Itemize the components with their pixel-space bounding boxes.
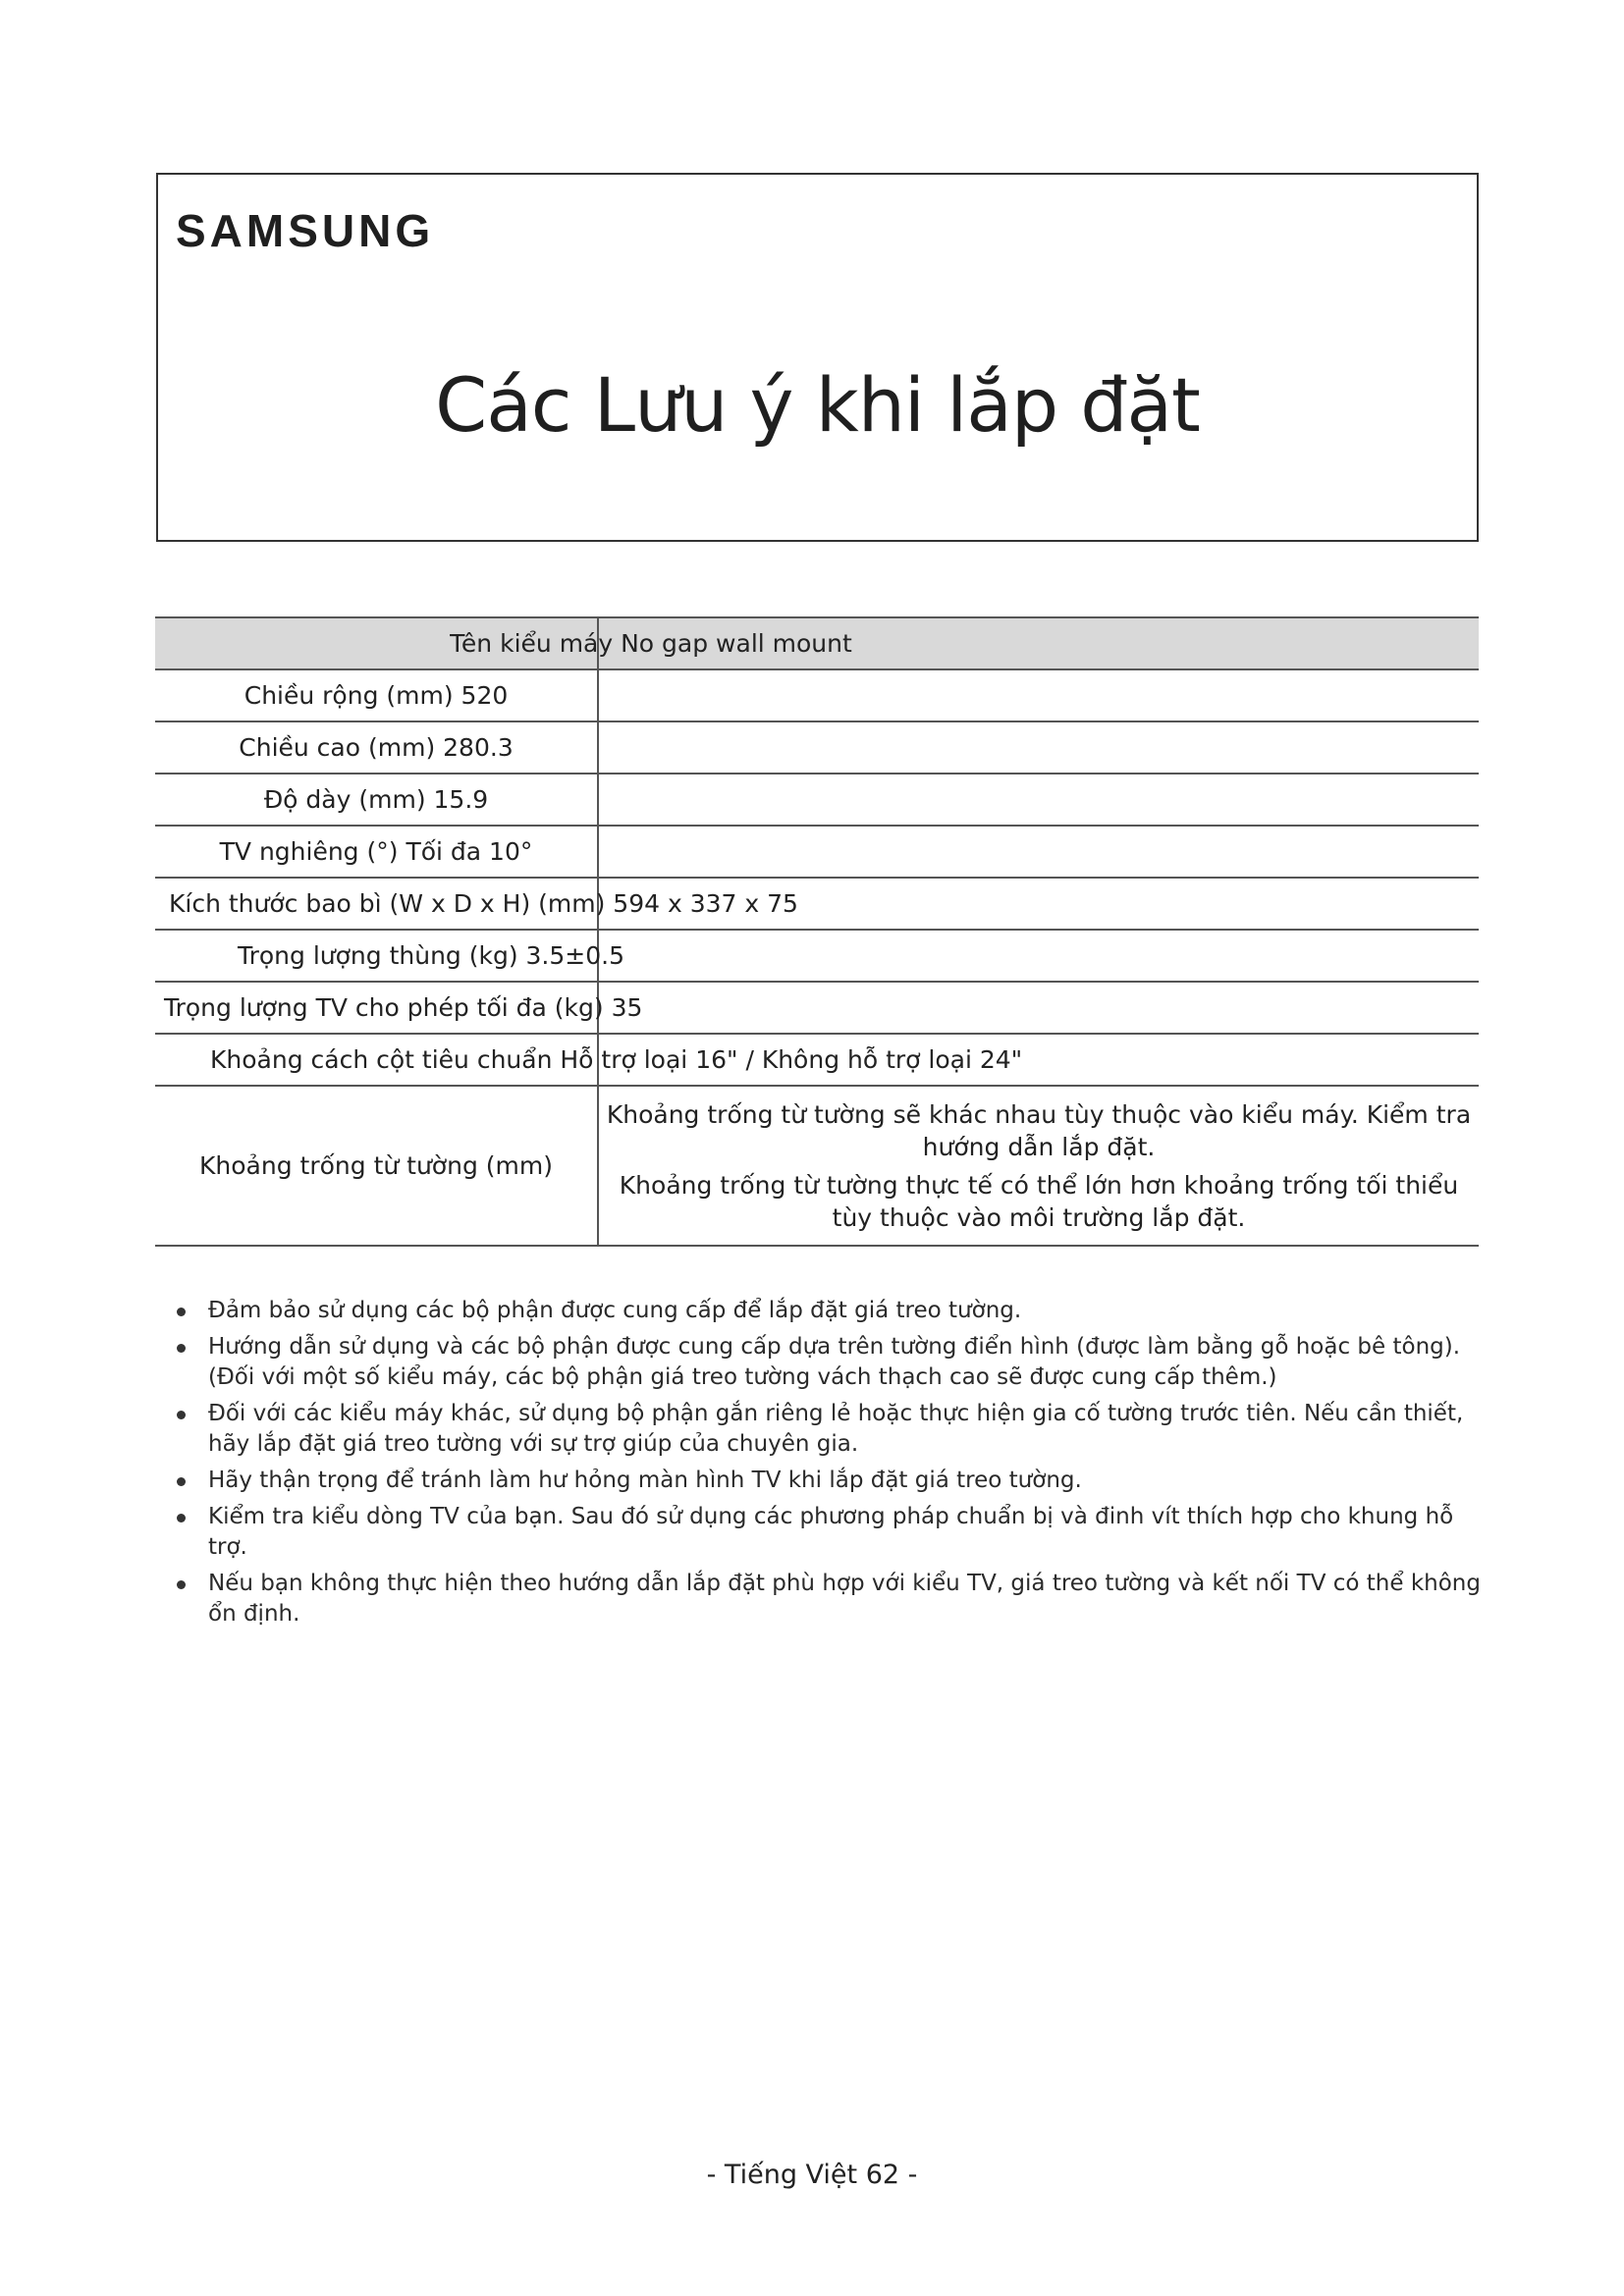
table-row [155,826,1479,878]
samsung-logo: SAMSUNG [176,205,435,256]
spec-table [155,616,1479,1247]
row-wall-clearance-label: Khoảng trống từ tường (mm) [199,1151,553,1180]
table-row [155,721,1479,774]
list-item: Đối với các kiểu máy khác, sử dụng bộ phận gắn riêng lẻ hoặc thực hiện gia cố tường trước tiên. Nếu cần thiết, hãy lắp đặt giá treo tường với sự trợ giúp của chuyên gia. [169,1399,1485,1460]
list-item: Kiểm tra kiểu dòng TV của bạn. Sau đó sử dụng các phương pháp chuẩn bị và đinh vít thích hợp cho khung hỗ trợ. [169,1502,1485,1563]
wall-clearance-note-2: Khoảng trống từ tường thực tế có thể lớn hơn khoảng trống tối thiểu tùy thuộc vào môi trường lắp đặt. [619,1170,1459,1232]
row-tilt: TV nghiêng (°) Tối đa 10° [219,837,533,866]
row-model-name: Tên kiểu máy No gap wall mount [450,629,852,658]
row-box-weight: Trọng lượng thùng (kg) 3.5±0.5 [238,941,624,970]
table-row [155,774,1479,826]
table-row [155,982,1479,1034]
row-max-tv-weight: Trọng lượng TV cho phép tối đa (kg) 35 [164,993,643,1022]
row-width: Chiều rộng (mm) 520 [244,681,509,710]
list-item: Đảm bảo sử dụng các bộ phận được cung cấp để lắp đặt giá treo tường. [169,1296,1485,1326]
installation-notes [169,1296,1485,1635]
list-item: Nếu bạn không thực hiện theo hướng dẫn lắp đặt phù hợp với kiểu TV, giá treo tường và kết nối TV có thể không ổn định. [169,1569,1485,1629]
table-row [155,1086,1479,1246]
table-row [155,1034,1479,1086]
wall-clearance-note-1: Khoảng trống từ tường sẽ khác nhau tùy thuộc vào kiểu máy. Kiểm tra hướng dẫn lắp đặt. [606,1099,1472,1161]
row-height: Chiều cao (mm) 280.3 [239,733,514,762]
list-item: Hướng dẫn sử dụng và các bộ phận được cung cấp dựa trên tường điển hình (được làm bằng gỗ hoặc bê tông). (Đối với một số kiểu máy, các bộ phận giá treo tường vách thạch cao sẽ được cung cấp thêm.) [169,1332,1485,1393]
title-box [156,173,1479,542]
table-row [155,878,1479,930]
row-stud-spacing: Khoảng cách cột tiêu chuẩn Hỗ trợ loại 16" / Không hỗ trợ loại 24" [210,1045,1023,1074]
row-package-size: Kích thước bao bì (W x D x H) (mm) 594 x 337 x 75 [169,889,798,918]
table-row [155,617,1479,669]
table-row [155,669,1479,721]
page-number: - Tiếng Việt 62 - [706,2160,918,2190]
table-row [155,930,1479,982]
page-title: Các Lưu ý khi lắp đặt [435,361,1200,449]
list-item: Hãy thận trọng để tránh làm hư hỏng màn hình TV khi lắp đặt giá treo tường. [169,1466,1485,1496]
row-depth: Độ dày (mm) 15.9 [263,785,489,814]
